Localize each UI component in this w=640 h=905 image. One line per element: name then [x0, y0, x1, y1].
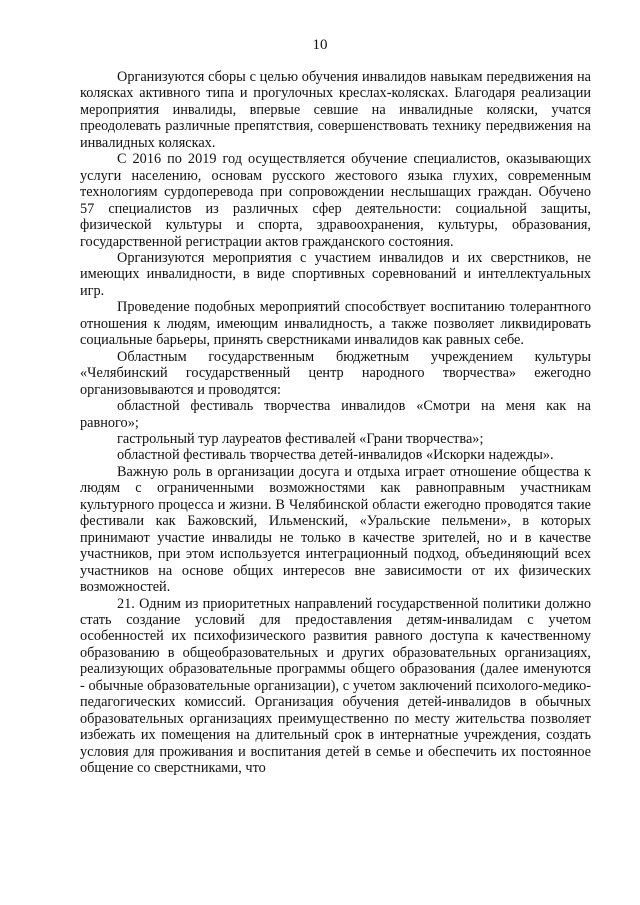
paragraph-section-21: 21. Одним из приоритетных направлений государственной политики должно стать создание условий для предоставления детям-инвалидам с учетом особенностей их психофизического развития равного доступа к качественному образованию в общеобразовательных и других образовательных организациях, реализующих образовательные программы общего образования (далее именуются - обычные образовательные организации), с учетом заключений психолого-медико-педагогических комиссий. Организация обучения детей-инвалидов в обычных образовательных организациях преимущественно по месту жительства позволяет избежать их помещения на длительный срок в интернатные учреждения, создать условия для проживания и воспитания детей в семье и обеспечить их постоянное общение со сверстниками, что — [80, 595, 591, 777]
page-body — [80, 69, 591, 776]
paragraph-tolerance: Проведение подобных мероприятий способствует воспитанию толерантного отношения к людям, имеющим инвалидность, а также позволяет ликвидировать социальные барьеры, принять сверстниками инвалидов как равных себе. — [80, 299, 591, 349]
paragraph-wheelchair-training: Организуются сборы с целью обучения инвалидов навыкам передвижения на колясках активного типа и прогулочных креслах-колясках. Благодаря реализации мероприятия инвалиды, впервые севшие на инвалидные коляски, учатся преодолевать различные препятствия, совершенствовать технику передвижения на инвалидных колясках. — [80, 69, 591, 151]
paragraph-leisure: Важную роль в организации досуга и отдыха играет отношение общества к людям с ограниченными возможностями как равноправным участникам культурного процесса и жизни. В Челябинской области ежегодно проводятся такие фестивали как Бажовский, Ильменский, «Уральские пельмени», в которых принимают участие инвалиды не только в качестве зрителей, но и в качестве участников, при этом используется интеграционный подход, объединяющий всех участников на основе общих интересов вне зависимости от их физических возможностей. — [80, 463, 591, 596]
list-item-tour-grani: гастрольный тур лауреатов фестивалей «Грани творчества»; — [117, 430, 484, 447]
paragraph-joint-events: Организуются мероприятия с участием инвалидов и их сверстников, не имеющих инвалидности, в виде спортивных соревнований и интеллектуальных игр. — [80, 249, 591, 299]
page-number: 10 — [312, 37, 328, 53]
list-item-festival-see-me: областной фестиваль творчества инвалидов «Смотри на меня как на равного»; — [80, 398, 591, 431]
paragraph-culture-center: Областным государственным бюджетным учреждением культуры «Челябинский государственный центр народного творчества» ежегодно организовываются и проводятся: — [80, 348, 591, 398]
list-item-festival-iskorki: областной фестиваль творчества детей-инвалидов «Искорки надежды». — [117, 447, 554, 464]
paragraph-sign-language-training: С 2016 по 2019 год осуществляется обучение специалистов, оказывающих услуги населению, основам русского жестового языка глухих, современным технологиям сурдоперевода при сопровождении неслышащих граждан. Обучено 57 специалистов из различных сфер деятельности: социальной защиты, физической культуры и спорта, здравоохранения, культуры, образования, государственной регистрации актов гражданского состояния. — [80, 151, 591, 250]
